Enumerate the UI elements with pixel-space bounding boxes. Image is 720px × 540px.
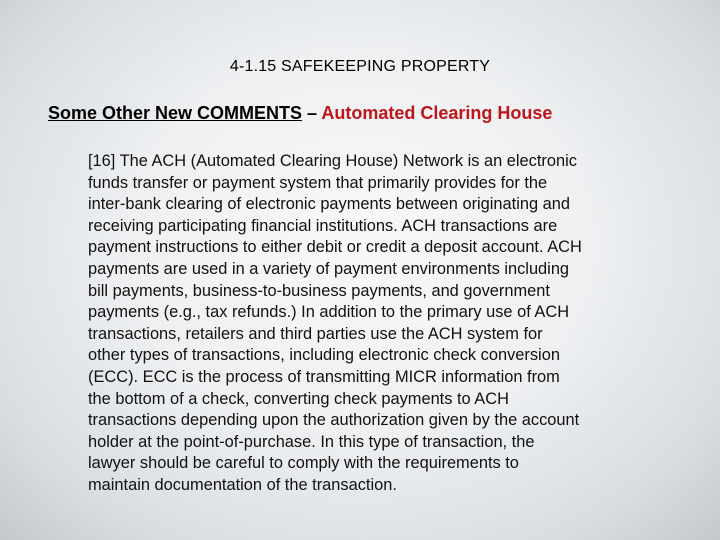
body-line: other types of transactions, including electronic check conversion	[88, 346, 560, 365]
body-line: payment instructions to either debit or credit a deposit account. ACH	[88, 238, 582, 257]
body-line: funds transfer or payment system that primarily provides for the	[88, 173, 548, 192]
body-line: holder at the point-of-purchase. In this type of transaction, the	[88, 432, 535, 451]
body-line: inter-bank clearing of electronic payments between originating and	[88, 195, 570, 214]
body-line: transactions, retailers and third parties use the ACH system for	[88, 324, 543, 343]
body-line: lawyer should be careful to comply with the requirements to	[88, 454, 519, 473]
body-line: [16] The ACH (Automated Clearing House) Network is an electronic	[88, 152, 577, 170]
body-line: payments are used in a variety of payment environments including	[88, 259, 570, 278]
subtitle-dash: –	[302, 103, 322, 123]
body-paragraph	[88, 151, 688, 497]
body-line: transactions depending upon the authorization given by the account	[88, 411, 580, 430]
subtitle-topic: Automated Clearing House	[321, 103, 553, 123]
body-line: bill payments, business-to-business payments, and government	[88, 281, 550, 300]
subtitle-comments-label: Some Other New COMMENTS	[48, 103, 303, 123]
body-line: maintain documentation of the transaction.	[88, 475, 397, 494]
slide-subtitle	[48, 103, 552, 124]
slide-title: 4-1.15 SAFEKEEPING PROPERTY	[229, 58, 491, 75]
body-line: payments (e.g., tax refunds.) In addition to the primary use of ACH	[88, 303, 570, 322]
body-line: (ECC). ECC is the process of transmitting MICR information from	[88, 367, 560, 386]
body-line: the bottom of a check, converting check payments to ACH	[88, 389, 509, 408]
body-line: receiving participating financial institutions. ACH transactions are	[88, 216, 558, 235]
